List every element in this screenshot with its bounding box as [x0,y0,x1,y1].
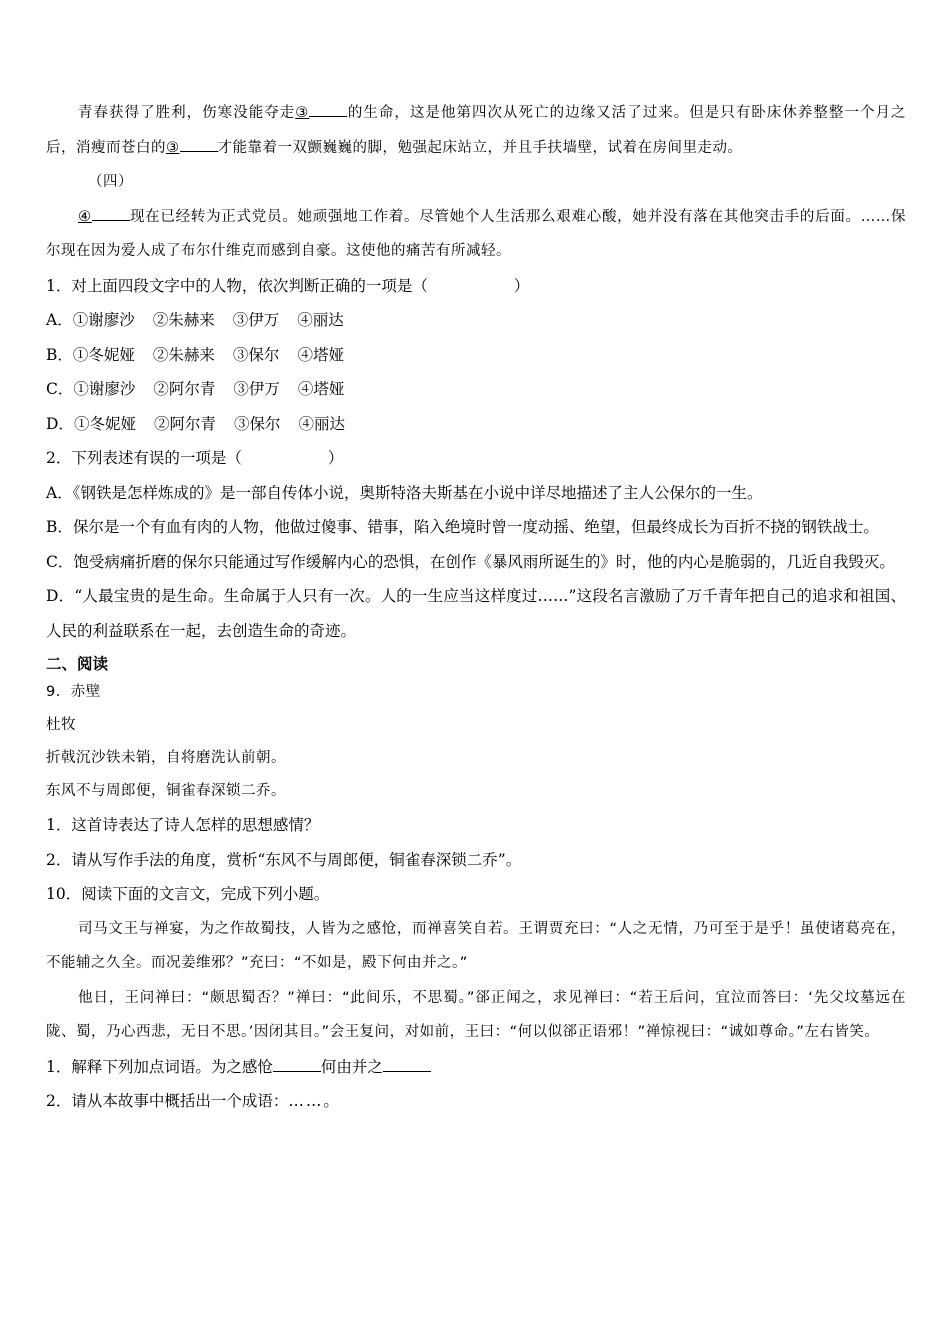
document-page [46,96,906,1119]
question-10-title: 10．阅读下面的文言文，完成下列小题。 [46,885,330,903]
blank-marker: ④ [78,208,92,225]
question-1-option-c[interactable]: C．①谢廖沙 ②阿尔青 ③伊万 ④塔娅 [46,380,345,398]
blank-line [92,206,130,221]
question-1-option-b[interactable]: B．①冬妮娅 ②朱赫来 ③保尔 ④塔娅 [46,345,344,364]
poem-line-1: 折戟沉沙铁未销，自将磨洗认前朝。 [46,750,286,766]
classical-text-paragraph-1: 司马文王与禅宴，为之作故蜀技，人皆为之感怆，而禅喜笑自若。王谓贾充曰：“人之无情，乃可至于是乎！虽使诸葛亮在，不能辅之久全。而况姜维邪？”充曰：“不如是，殿下何由并之。” [46,920,906,971]
question-1-option-d[interactable]: D．①冬妮娅 ②阿尔青 ③保尔 ④丽达 [46,414,345,433]
blank-marker: ③ [295,105,310,121]
question-2-option-b[interactable]: B．保尔是一个有血有肉的人物，他做过傻事、错事，陷入绝境时曾一度动摇、绝望，但最终成长为百折不挠的钢铁战士。 [46,518,879,536]
answer-dots[interactable]: …… [288,1092,324,1110]
answer-blank[interactable] [273,1057,321,1072]
poem-line-2: 东风不与周郎便，铜雀春深锁二乔。 [46,783,286,799]
question-10-sub-2: 2．请从本故事中概括出一个成语：……。 [46,1092,339,1110]
poem-author: 杜牧 [46,717,76,733]
question-9-title: 9．赤壁 [46,684,101,700]
question-1-stem: 1．对上面四段文字中的人物，依次判断正确的一项是（ ） [46,276,530,295]
section-title: 二、阅读 [46,655,109,673]
question-2-option-c[interactable]: C．饱受病痛折磨的保尔只能通过写作缓解内心的恐惧，在创作《暴风雨所诞生的》时，他的内心是脆弱的，几近自我毁灭。 [46,552,895,571]
passage-4-paragraph: ④ 现在已经转为正式党员。她顽强地工作着。尽管她个人生活那么艰难心酸，她并没有落在其他突击手的后面。……保尔现在因为爱人成了布尔什维克而感到自豪。这使他的痛苦有所减轻。 [46,200,906,269]
question-2-option-d[interactable]: D．“人最宝贵的是生命。生命属于人只有一次。人的一生应当这样度过……”这段名言激励了万千青年把自己的追求和祖国、人民的利益联系在一起，去创造生命的奇迹。 [46,587,906,640]
blank-line [180,137,218,152]
blank-marker: ③ [166,139,180,156]
blank-line [309,102,347,117]
answer-blank[interactable] [383,1057,431,1072]
question-10-sub-1: 1．解释下列加点词语。为之感怆 何由并之 [46,1050,906,1085]
question-9-sub-1: 1．这首诗表达了诗人怎样的思想感情？ [46,816,320,834]
question-9-sub-2: 2．请从写作手法的角度，赏析“东风不与周郎便，铜雀春深锁二乔”。 [46,850,522,869]
passage-3-paragraph: 青春获得了胜利，伤寒没能夺走③ 的生命，这是他第四次从死亡的边缘又活了过来。但是只有卧床休养整整一个月之后，消瘦而苍白的③ 才能靠着一双颤巍巍的脚，勉强起床站立，并且手扶墙壁，试着在房间里走动。 [46,96,906,165]
passage-4-heading: （四） [88,174,133,190]
classical-text-paragraph-2: 他日，王问禅曰：“颇思蜀否？”禅曰：“此间乐，不思蜀。”郤正闻之，求见禅曰：“若王后问，宜泣而答曰：‘先父坟墓远在陇、蜀，乃心西悲，无日不思。’因闭其目。”会王复问，对如前，王曰：“何以似郤正语邪！”禅惊视曰：“诚如尊命。”左右皆笑。 [46,989,906,1040]
question-2-option-a[interactable]: A．《钢铁是怎样炼成的》是一部自传体小说，奥斯特洛夫斯基在小说中详尽地描述了主人公保尔的一生。 [46,483,763,502]
question-2-stem: 2．下列表述有误的一项是（ ） [46,449,344,467]
question-1-option-a[interactable]: A．①谢廖沙 ②朱赫来 ③伊万 ④丽达 [46,311,344,329]
